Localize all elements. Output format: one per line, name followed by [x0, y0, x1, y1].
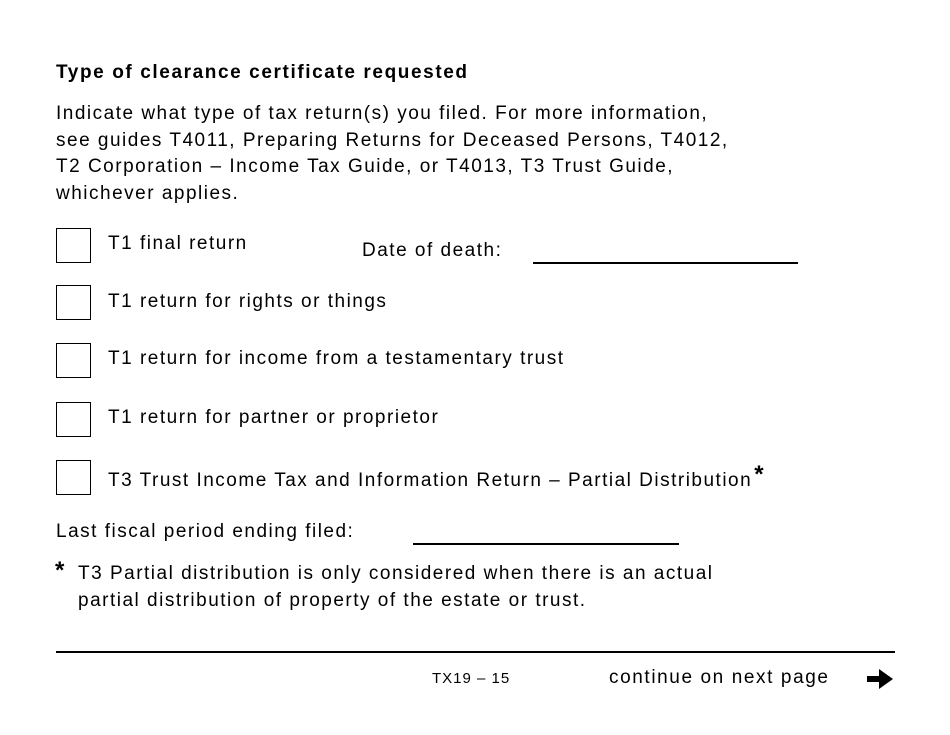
- checkbox-t3-partial-distribution[interactable]: [56, 460, 91, 495]
- checkbox-t1-final-return[interactable]: [56, 228, 91, 263]
- intro-line: whichever applies.: [56, 182, 240, 204]
- option-label-t1-rights-or-things: T1 return for rights or things: [108, 291, 388, 312]
- section-heading: Type of clearance certificate requested: [56, 62, 469, 83]
- last-fiscal-period-field[interactable]: [413, 543, 679, 545]
- date-of-death-label: Date of death:: [362, 240, 503, 261]
- checkbox-t1-partner-or-proprietor[interactable]: [56, 402, 91, 437]
- continue-on-next-page-link[interactable]: continue on next page: [609, 667, 830, 688]
- page-number: TX19 – 15: [432, 670, 511, 687]
- footnote-asterisk: *: [55, 557, 65, 584]
- footnote-line: T3 Partial distribution is only considered when there is an actual: [78, 563, 714, 584]
- intro-line: see guides T4011, Preparing Returns for Deceased Persons, T4012,: [56, 129, 729, 151]
- option-label-text: T3 Trust Income Tax and Information Return – Partial Distribution: [108, 470, 753, 491]
- option-label-t1-final-return: T1 final return: [108, 233, 248, 254]
- option-label-t1-partner-or-proprietor: T1 return for partner or proprietor: [108, 407, 440, 428]
- intro-line: Indicate what type of tax return(s) you filed. For more information,: [56, 103, 709, 124]
- checkbox-t1-testamentary-trust[interactable]: [56, 343, 91, 378]
- last-fiscal-period-label: Last fiscal period ending filed:: [56, 521, 355, 542]
- option-label-t1-testamentary-trust: T1 return for income from a testamentary trust: [108, 348, 565, 369]
- footer-divider: [56, 651, 895, 653]
- right-arrow-icon[interactable]: [865, 666, 895, 692]
- option-label-t3-partial-distribution: [108, 461, 766, 493]
- footnote-text: [78, 560, 714, 614]
- footnote-line: partial distribution of property of the estate or trust.: [78, 590, 587, 611]
- intro-paragraph: [56, 101, 896, 207]
- date-of-death-field[interactable]: [533, 262, 798, 264]
- checkbox-t1-rights-or-things[interactable]: [56, 285, 91, 320]
- asterisk-marker: *: [754, 461, 766, 488]
- intro-line: T2 Corporation – Income Tax Guide, or T4013, T3 Trust Guide,: [56, 156, 675, 177]
